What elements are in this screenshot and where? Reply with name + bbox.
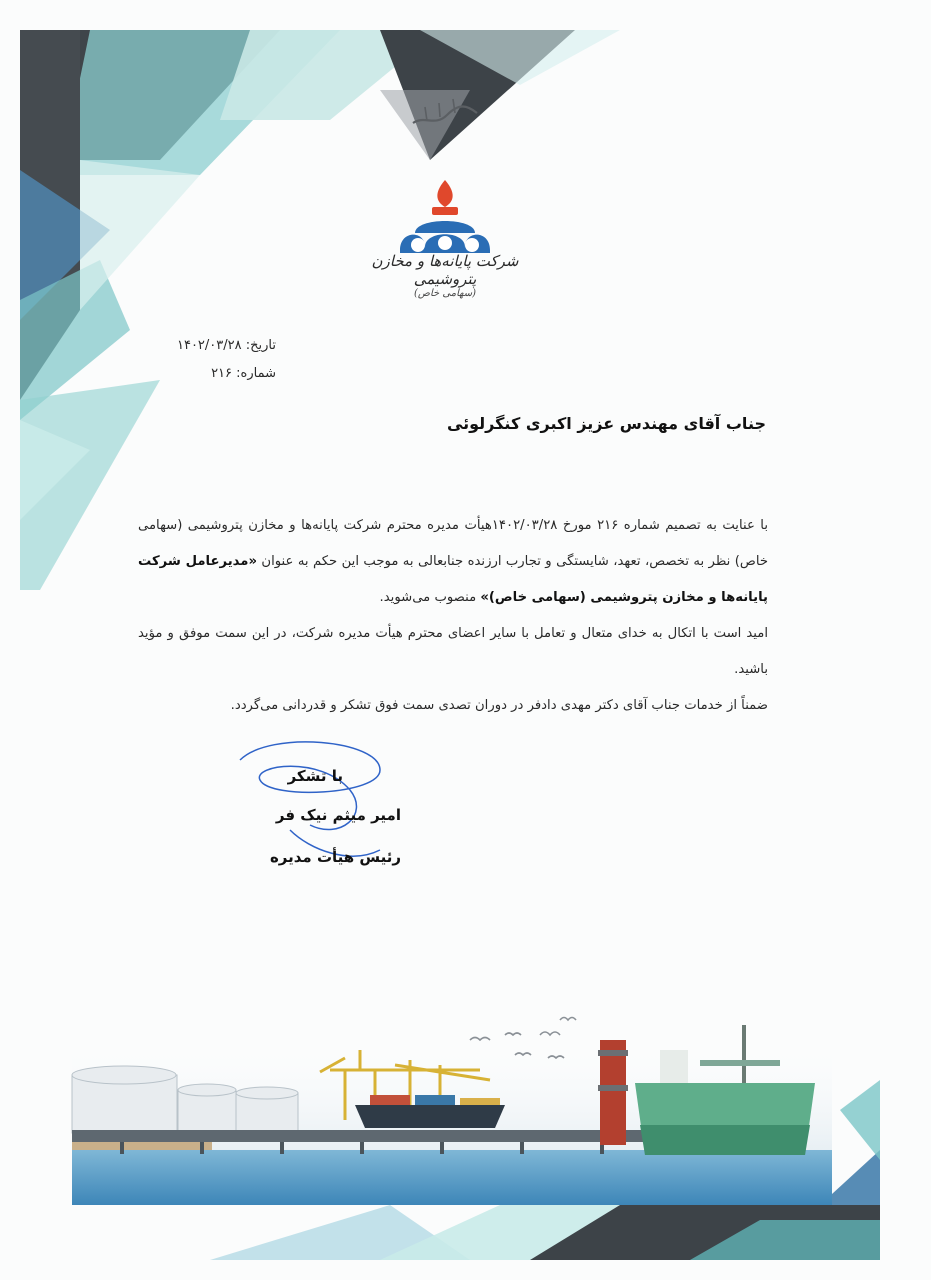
- body-paragraph-1: [138, 508, 768, 616]
- body-paragraph-1-text: با عنایت به تصمیم شماره ۲۱۶ مورخ ۱۴۰۲/۰۳/۲۸هیأت مدیره محترم شرکت پایانه‌ها و مخازن پتروشیمی (سهامی خاص) نظر به تخصص، تعهد، شایستگی و تجارب ارزنده جنابعالی به موجب این حکم به عنوان: [138, 518, 769, 569]
- recipient-heading: جناب آقای مهندس عزیز اکبری کنگرلوئی: [446, 414, 766, 433]
- date-label: تاریخ:: [245, 338, 276, 353]
- body-paragraph-1-end: منصوب می‌شوید.: [379, 590, 481, 605]
- appointment-title: «مدیرعامل شرکت پایانه‌ها و مخازن پتروشیمی (سهامی خاص)»: [138, 554, 768, 605]
- closing-thanks: با تشکر: [287, 767, 343, 785]
- basmala-calligraphy: [405, 85, 485, 135]
- body-paragraph-3: ضمناً از خدمات جناب آقای دکتر مهدی دادفر در دوران تصدی سمت فوق تشکر و قدردانی می‌گردد.: [230, 698, 768, 713]
- body-paragraph-2: امید است با اتکال به خدای متعال و تعامل با سایر اعضای محترم هیأت مدیره شرکت، در این سمت موفق و مؤید باشید.: [138, 626, 768, 677]
- company-name-logotype: شرکت پایانه‌ها و مخازن پتروشیمی: [371, 252, 519, 288]
- company-type-label: (سهامی خاص): [413, 288, 477, 299]
- number-value: ۲۱۶: [211, 366, 233, 381]
- letter-date: [177, 338, 276, 353]
- letter-number: [211, 366, 276, 381]
- letter-body: [138, 508, 768, 724]
- signer-title: رئیس هیأت مدیره: [269, 848, 401, 866]
- signer-name: امیر میثم نیک فر: [275, 806, 401, 824]
- date-value: ۱۴۰۲/۰۳/۲۸: [176, 338, 242, 353]
- number-label: شماره:: [236, 366, 276, 381]
